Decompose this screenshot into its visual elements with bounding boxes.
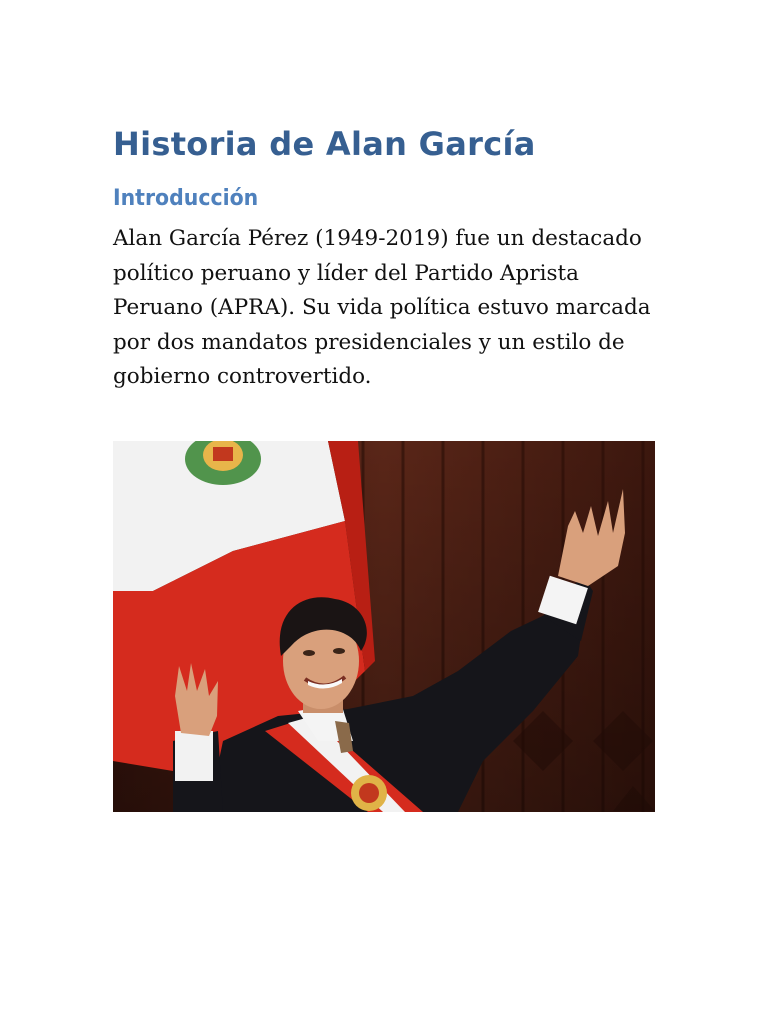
- president-photo: [113, 441, 655, 812]
- intro-paragraph: Alan García Pérez (1949-2019) fue un destacado político peruano y líder del Partido Aprista Peruano (APRA). Su vida política estuvo marcada por dos mandatos presidenciales y un estilo de gobierno controvertido.: [113, 226, 651, 389]
- photo-illustration: [113, 441, 655, 812]
- document-title: Historia de Alan García: [113, 125, 536, 163]
- section-heading: Introducción: [113, 186, 259, 211]
